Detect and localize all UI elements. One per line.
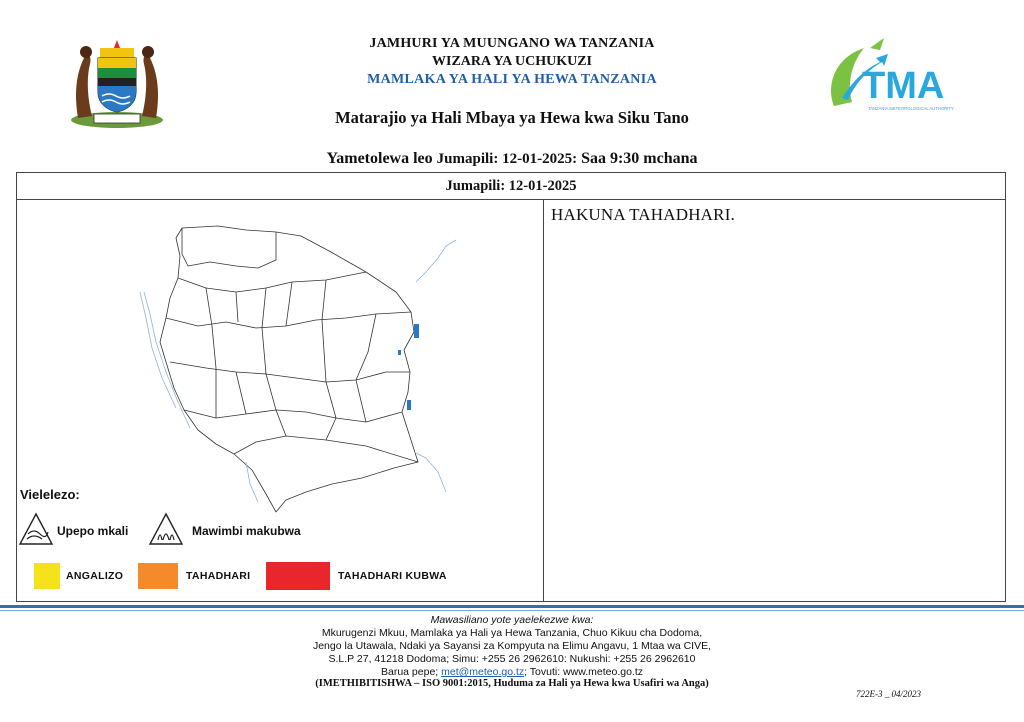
swatch-tahadhari-kubwa-label: TAHADHARI KUBWA: [338, 570, 447, 582]
footer-certification: (IMETHIBITISHWA – ISO 9001:2015, Huduma za Hali ya Hewa kwa Usafiri wa Anga): [315, 678, 709, 689]
large-waves-icon: [148, 512, 184, 546]
footer-address-line-2: Jengo la Utawala, Ndaki ya Sayansi za Kompyuta na Elimu Angavu, 1 Mtaa wa CIVE,: [312, 640, 712, 652]
footer-email-prefix: Barua pepe;: [380, 666, 439, 678]
warning-text: HAKUNA TAHADHARI.: [551, 205, 736, 224]
strong-wind-label: Upepo mkali: [57, 524, 129, 538]
swatch-angalizo: [34, 563, 60, 589]
footer-rule: [0, 605, 1024, 608]
footer-title: Mawasiliano yote yaelekezwe kwa:: [430, 614, 594, 626]
issued-time: Saa 9:30 mchana: [581, 150, 698, 167]
issued-prefix: Yametolewa leo: [326, 150, 433, 167]
footer-contact-line: [0, 666, 1024, 678]
tanzania-map: [126, 222, 466, 520]
column-divider: [543, 199, 544, 601]
legend-title: Vielelezo:: [20, 487, 80, 502]
swatch-tahadhari-label: TAHADHARI: [186, 570, 251, 582]
footer-address-line-3: S.L.P 27, 41218 Dodoma; Simu: +255 26 2962610: Nukushi: +255 26 2962610: [328, 653, 696, 665]
footer-rule-thin: [0, 610, 1024, 611]
header-authority: MAMLAKA YA HALI YA HEWA TANZANIA: [367, 72, 657, 87]
swatch-tahadhari: [138, 563, 178, 589]
issued-line: [0, 150, 1024, 168]
swatch-tahadhari-kubwa: [266, 562, 330, 590]
footer-website: ; Tovuti: www.meteo.go.tz: [524, 666, 644, 678]
swatch-angalizo-label: ANGALIZO: [66, 570, 124, 582]
footer-email-link[interactable]: met@meteo.go.tz: [441, 666, 525, 678]
form-code: 722E-3 _ 04/2023: [856, 689, 921, 699]
table-date-row: Jumapili: 12-01-2025: [17, 173, 1005, 200]
strong-wind-icon: [18, 512, 54, 546]
header-country: JAMHURI YA MUUNGANO WA TANZANIA: [369, 36, 655, 51]
header-ministry: WIZARA YA UCHUKUZI: [432, 54, 592, 69]
tma-logo-caption: TANZANIA METEOROLOGICAL AUTHORITY: [868, 106, 954, 111]
tma-logo-text: TMA: [862, 65, 945, 107]
large-waves-label: Mawimbi makubwa: [192, 524, 301, 538]
footer-address-line-1: Mkurugenzi Mkuu, Mamlaka ya Hali ya Hewa Tanzania, Chuo Kikuu cha Dodoma,: [321, 627, 703, 639]
issued-date: Jumapili: 12-01-2025:: [436, 151, 578, 167]
page-title: Matarajio ya Hali Mbaya ya Hewa kwa Siku Tano: [335, 108, 689, 127]
